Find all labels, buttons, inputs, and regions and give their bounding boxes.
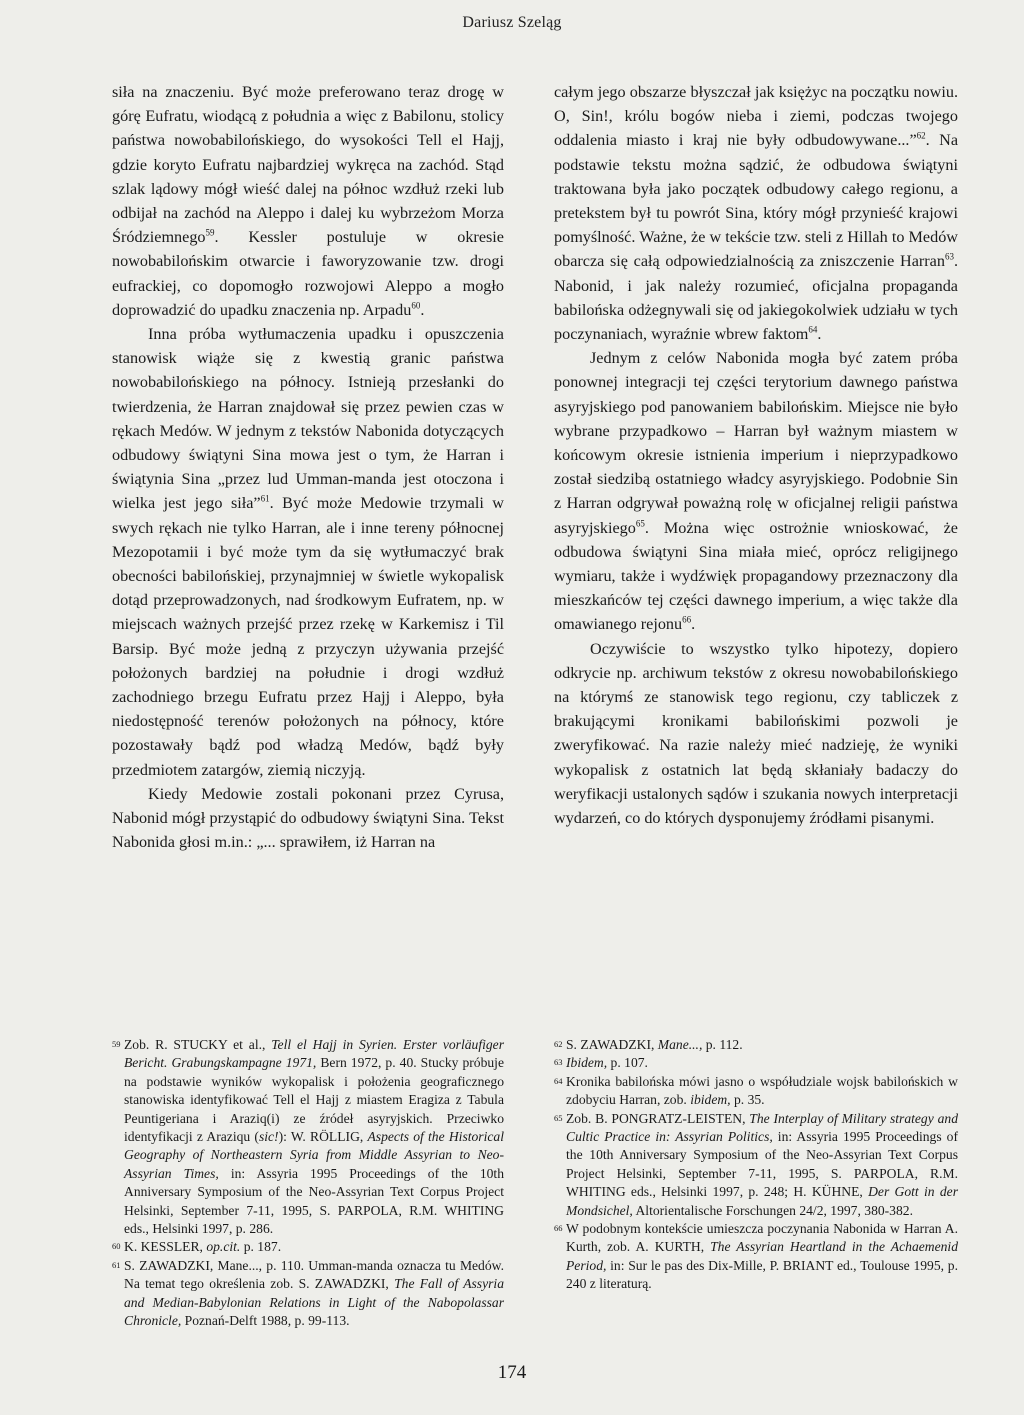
footnote-italic-run: sic! bbox=[258, 1129, 279, 1145]
footnote-ref[interactable]: 59 bbox=[205, 227, 215, 238]
footnote-italic-run: The Interplay of Military strategy and Cultic Practice in: Assyrian Politics, bbox=[566, 1110, 958, 1145]
body-paragraph bbox=[554, 637, 958, 831]
footnote-italic-run: op.cit. bbox=[206, 1239, 241, 1255]
footnote-text-run: Bern 1972, p. 40. Stucky próbuje na podstawie wyników wykopalisk i położenia geograficznego stanowiska identyfikować Tell el Hajj z miastem Eragiza z Tabula Peuntigeriana i Araziq(i) ze źródeł asyryjskich. Przeciwko identyfikacji z Araziqu ( bbox=[124, 1055, 504, 1145]
footnote-ref[interactable]: 60 bbox=[411, 300, 421, 311]
footnote bbox=[554, 1220, 958, 1294]
footnote-ref[interactable]: 65 bbox=[635, 518, 645, 529]
footnote-italic-run: Der Gott in der Mondsichel, bbox=[566, 1184, 958, 1218]
text-run: Jednym z celów Nabonida mogła być zatem próba ponownej integracji tej części terytorium dawnego państwa asyryjskiego pod panowaniem babilońskim. Miejsce nie było wybrane przypadkowo – Harran był ważnym miastem w końcowym okresie istnienia imperium i nieprzypadkowo został siedzibą ostatniego władcy asyryjskiego. Podobnie Sin z Harran odgrywał poważną rolę w oficjalnej religii państwa asyryjskiego bbox=[554, 349, 958, 537]
footnote-number: 62 bbox=[554, 1039, 563, 1049]
page-number: 174 bbox=[497, 1362, 527, 1383]
body-paragraph bbox=[554, 80, 958, 346]
text-run: . Kessler postuluje w okresie nowobabilońskim otwarcie i faworyzowanie tzw. drogi eufrackiej, co dopomogło rozwojowi Aleppo a mogło doprowadzić do upadku znaczenia np. Arpadu bbox=[112, 228, 504, 319]
body-paragraph bbox=[112, 782, 504, 855]
footnote bbox=[554, 1036, 958, 1054]
footnote-text-run: Altorientalische Forschungen 24/2, 1997, 380-382. bbox=[632, 1202, 913, 1218]
footnote-text-run: S. ZAWADZKI, Mane..., p. 110. Umman-manda oznacza tu Medów. Na temat tego określenia zob. S. ZAWADZKI, bbox=[124, 1257, 504, 1292]
footnote bbox=[554, 1110, 958, 1220]
text-run: Kiedy Medowie zostali pokonani przez Cyrusa, Nabonid mógł przystąpić do odbudowy świątyni Sina. Tekst Nabonida głosi m.in.: „... sprawiłem, iż Harran na bbox=[112, 784, 504, 852]
footnote-italic-run: The Assyrian Heartland in the Achaemenid Period, bbox=[566, 1239, 958, 1273]
footnote bbox=[554, 1073, 958, 1110]
footnote bbox=[112, 1257, 504, 1331]
footnote-ref[interactable]: 63 bbox=[944, 252, 954, 263]
footnote-text-run: Zob. B. PONGRATZ-LEISTEN, bbox=[566, 1110, 750, 1126]
footnote-number: 64 bbox=[554, 1075, 563, 1086]
footnote-text-run: p. 107. bbox=[607, 1055, 648, 1071]
text-run: . Nabonid, i jak należy rozumieć, oficjalna propaganda babilońska odżegnywali się od jakiegokolwiek udziału w tych poczynaniach, wyraźnie wbrew faktom bbox=[554, 252, 958, 344]
footnote-text-run: ): W. RÖLLIG, bbox=[278, 1129, 368, 1145]
footnote bbox=[112, 1036, 504, 1238]
text-run: całym jego obszarze błyszczał jak księżyc na początku nowiu. O, Sin!, królu bogów nieba i ziemi, podczas twojego oddalenia miasto i kraj nie były odbudowywane...” bbox=[554, 83, 958, 150]
footnote-text-run: S. ZAWADZKI, bbox=[566, 1037, 658, 1052]
text-run: . bbox=[691, 615, 696, 634]
text-run: Inna próba wytłumaczenia upadku i opuszczenia stanowisk wiąże się z kwestią granic państwa nowobabilońskiego na północy. Istnieją przesłanki do twierdzenia, że Harran znajdował się przez pewien czas w rękach Medów. W jednym z tekstów Nabonida dotyczących odbudowy świątyni Sina mowa jest o tym, że Harran i świątynia Sina „przez lud Umman-manda jest otoczona i wielka jest jego siła” bbox=[112, 325, 504, 513]
footnote-italic-run: Aspects of the Historical Geography of Northeastern Syria from Middle Assyrian to Neo-Assyrian Times, bbox=[124, 1129, 504, 1181]
footnotes-right bbox=[554, 1036, 958, 1294]
footnote bbox=[554, 1054, 958, 1072]
footnote-ref[interactable]: 62 bbox=[916, 131, 926, 142]
text-run: . bbox=[420, 300, 425, 319]
footnote-text-run: Poznań-Delft 1988, p. 99-113. bbox=[181, 1313, 350, 1329]
footnote-text-run: in: Assyria 1995 Proceedings of the 10th Anniversary Symposium of the Neo-Assyrian Text Corpus Project Helsinki, September 7-11, 1995, S. PARPOLA, R.M. WHITING eds., Helsinki 1997, p. 248; H. KÜHNE, bbox=[566, 1129, 959, 1200]
footnotes-left bbox=[112, 1036, 504, 1331]
footnote-number: 65 bbox=[554, 1112, 563, 1123]
footnote-number: 63 bbox=[554, 1057, 563, 1068]
text-run: Oczywiście to wszystko tylko hipotezy, dopiero odkrycie np. archiwum tekstów z okresu nowobabilońskiego na którymś ze stanowisk tego regionu, czy tabliczek z brakującymi kronikami babilońskimi pozwoli je zweryfikować. Na razie należy mieć nadzieję, że wyniki wykopalisk z ostatnich lat będą skłaniały badaczy do weryfikacji ustalonych sądów i szukania nowych interpretacji wydarzeń, co do których dysponujemy źródłami pisanymi. bbox=[554, 639, 958, 828]
running-head: Dariusz Szeląg bbox=[462, 14, 562, 31]
body-paragraph bbox=[554, 346, 958, 636]
footnote-italic-run: ibidem, bbox=[690, 1092, 731, 1108]
footnote-number: 61 bbox=[112, 1259, 121, 1270]
footnote-italic-run: Tell el Hajj in Syrien. Erster vorläufiger Bericht. Grabungskampagne 1971, bbox=[124, 1037, 504, 1071]
text-run: siła na znaczeniu. Być może preferowano teraz drogę w górę Eufratu, wiodącą z południa a więc z Babilonu, stolicy państwa nowobabilońskiego, do wysokości Tell el Hajj, gdzie koryto Eufratu najbardziej wykręca na zachód. Stąd szlak lądowy mógł wieść dalej na północ wzdłuż rzeki lub odbijał na zachód na Aleppo i dalej ku wybrzeżom Morza Śródziemnego bbox=[112, 83, 504, 247]
text-run: . Na podstawie tekstu można sądzić, że odbudowa świątyni traktowana była jako początek odbudowy całego regionu, a pretekstem był tu powrót Sina, który mógł przynieść krajowi pomyślność. Ważne, że w tekście tzw. steli z Hillah to Medów obarcza się całą odpowiedzialnością za zniszczenie Harran bbox=[554, 131, 958, 271]
footnote bbox=[112, 1238, 504, 1256]
footnote-number: 66 bbox=[554, 1223, 563, 1234]
footnote-text-run: W podobnym kontekście umieszcza poczynania Nabonida w Harran A. Kurth, zob. A. KURTH, bbox=[566, 1221, 958, 1255]
text-run: . Można więc ostrożnie wnioskować, że odbudowa świątyni Sina miała mieć, oprócz religijnego wymiaru, także i wydźwięk propagandowy przeznaczony dla mieszkańców tej części dawnego imperium, a więc także dla omawianego rejonu bbox=[554, 518, 958, 634]
footnote-number: 59 bbox=[112, 1039, 121, 1049]
footnote-italic-run: Mane..., bbox=[657, 1037, 703, 1052]
footnote-ref[interactable]: 66 bbox=[682, 615, 692, 626]
footnote-text-run: p. 187. bbox=[240, 1239, 282, 1255]
footnote-text-run: p. 35. bbox=[730, 1092, 765, 1108]
footnote-italic-run: Ibidem, bbox=[566, 1055, 608, 1071]
text-run: . Być może Medowie trzymali w swych rękach nie tylko Harran, ale i inne tereny północnej Mezopotamii i być może tym da się wytłumaczyć brak obecności babilońskiej, przynajmniej w świetle wykopalisk dotąd przeprowadzonych, nad środkowym Eufratem, np. w miejscach ważnych przejść przez rzekę w Karkemisz i Til Barsip. Być może jedną z przyczyn używania przejść położonych bardziej na południe i drogi wzdłuż zachodniego brzegu Eufratu przez Hajj i Aleppo, była niedostępność terenów położonych na północy, które pozostawały bądź pod władzą Medów, bądź były przedmiotem zatargów, ziemią niczyją. bbox=[112, 494, 504, 779]
footnote-ref[interactable]: 61 bbox=[260, 494, 270, 505]
footnote-ref[interactable]: 64 bbox=[808, 324, 818, 335]
footnote-text-run: p. 112. bbox=[702, 1037, 743, 1052]
body-column-right bbox=[554, 80, 958, 830]
footnote-text-run: Zob. R. STUCKY et al., bbox=[124, 1037, 272, 1052]
text-run: . bbox=[817, 325, 822, 344]
body-paragraph bbox=[112, 80, 504, 322]
footnote-number: 60 bbox=[112, 1241, 121, 1252]
footnote-text-run: K. KESSLER, bbox=[124, 1239, 207, 1255]
footnote-text-run: in: Sur le pas des Dix-Mille, P. BRIANT ed., Toulouse 1995, p. 240 z literaturą. bbox=[566, 1257, 958, 1292]
footnote-text-run: in: Assyria 1995 Proceedings of the 10th Anniversary Symposium of the Neo-Assyrian Text Corpus Project Helsinki, September 7-11, 1995, S. PARPOLA, R.M. WHITING eds., Helsinki 1997, p. 286. bbox=[124, 1165, 504, 1237]
footnote-italic-run: The Fall of Assyria and Median-Babylonian Relations in Light of the Nabopolassar Chronicle, bbox=[124, 1276, 504, 1329]
body-paragraph bbox=[112, 322, 504, 782]
body-column-left bbox=[112, 80, 504, 855]
footnote-text-run: Kronika babilońska mówi jasno o współudziale wojsk babilońskich w zdobyciu Harran, zob. bbox=[566, 1073, 958, 1108]
